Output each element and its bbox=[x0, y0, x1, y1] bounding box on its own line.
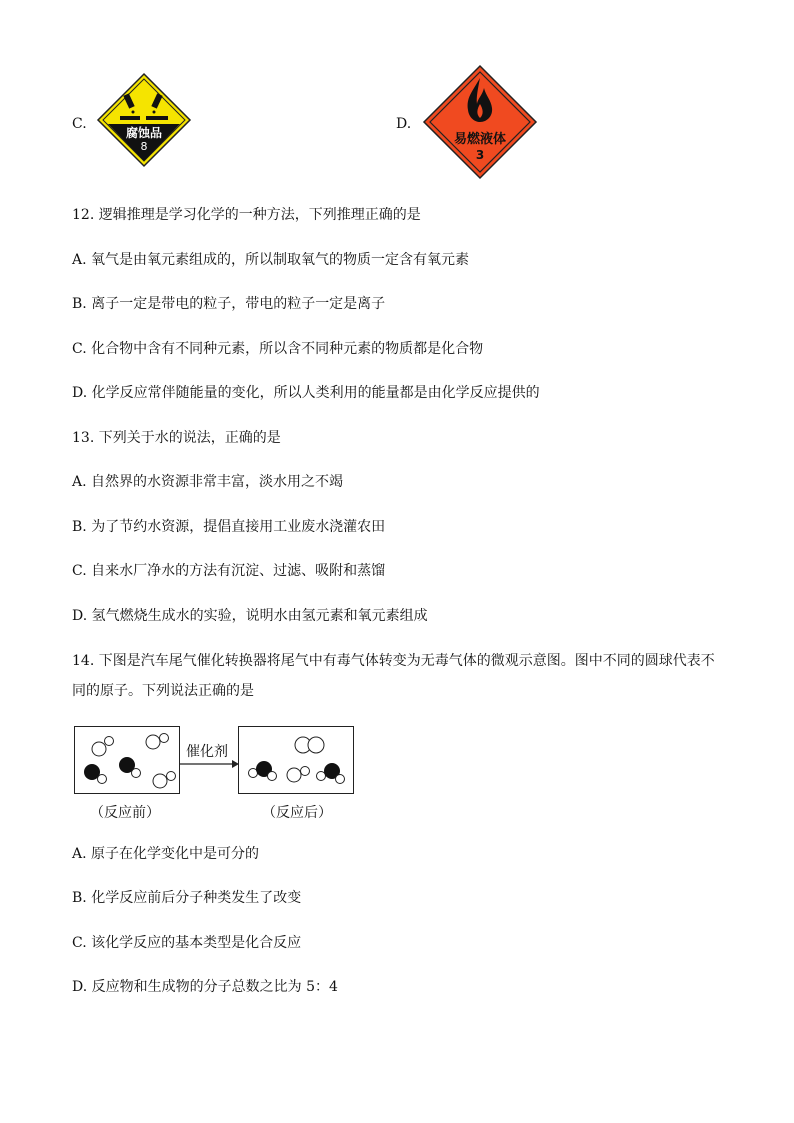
q13-stem: 13. 下列关于水的说法，正确的是 bbox=[72, 430, 281, 446]
q14-stem-line1: 14. 下图是汽车尾气催化转换器将尾气中有毒气体转变为无毒气体的微观示意图。图中不同的圆球代表不 bbox=[72, 653, 715, 669]
catalyst-label: 催化剂 bbox=[186, 744, 228, 760]
reaction-arrow-icon bbox=[180, 758, 240, 770]
corrosive-sign-text: 腐蚀品 bbox=[125, 126, 162, 140]
q12-option-c: C. 化合物中含有不同种元素，所以含不同种元素的物质都是化合物 bbox=[72, 341, 484, 357]
corrosive-sign-number: 8 bbox=[140, 140, 148, 153]
q12-stem: 12. 逻辑推理是学习化学的一种方法，下列推理正确的是 bbox=[72, 207, 421, 223]
q14-option-c: C. 该化学反应的基本类型是化合反应 bbox=[72, 935, 302, 951]
q14-stem-line2: 同的原子。下列说法正确的是 bbox=[72, 683, 254, 699]
q13-option-c: C. 自来水厂净水的方法有沉淀、过滤、吸附和蒸馏 bbox=[72, 563, 386, 579]
q12-option-a: A. 氧气是由氧元素组成的，所以制取氧气的物质一定含有氧元素 bbox=[72, 252, 470, 268]
option-c-label: C. bbox=[72, 116, 87, 132]
q13-option-a: A. 自然界的水资源非常丰富，淡水用之不竭 bbox=[72, 474, 344, 490]
corrosive-sign bbox=[96, 72, 192, 168]
q13-option-b: B. 为了节约水资源，提倡直接用工业废水浇灌农田 bbox=[72, 519, 386, 535]
after-reaction-caption: （反应后） bbox=[262, 805, 332, 821]
option-d-label: D. bbox=[396, 116, 412, 132]
before-reaction-caption: （反应前） bbox=[90, 805, 160, 821]
q14-option-b: B. 化学反应前后分子种类发生了改变 bbox=[72, 890, 302, 906]
flammable-sign-number: 3 bbox=[475, 148, 485, 162]
flammable-liquid-sign bbox=[422, 64, 538, 180]
q12-option-b: B. 离子一定是带电的粒子，带电的粒子一定是离子 bbox=[72, 296, 386, 312]
before-reaction-box bbox=[74, 726, 180, 794]
q13-option-d: D. 氢气燃烧生成水的实验，说明水由氢元素和氧元素组成 bbox=[72, 608, 428, 624]
flammable-sign-text: 易燃液体 bbox=[453, 132, 506, 147]
after-reaction-box bbox=[238, 726, 354, 794]
q12-option-d: D. 化学反应常伴随能量的变化，所以人类利用的能量都是由化学反应提供的 bbox=[72, 385, 540, 401]
q14-option-d: D. 反应物和生成物的分子总数之比为 5：4 bbox=[72, 979, 338, 995]
q14-option-a: A. 原子在化学变化中是可分的 bbox=[72, 846, 260, 862]
